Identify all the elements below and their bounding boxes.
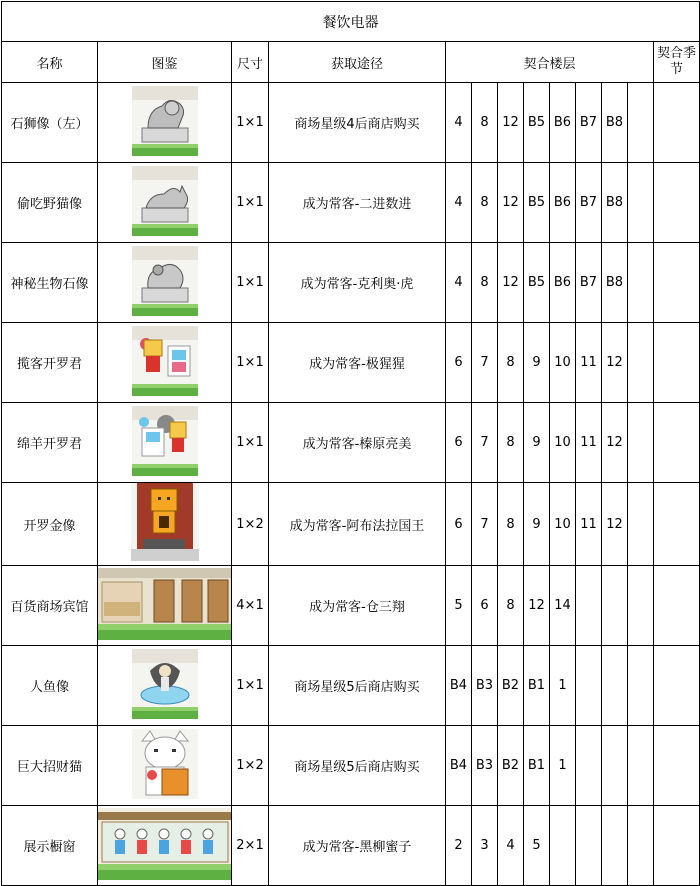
season-cell <box>654 243 700 323</box>
floor-cell: B4 <box>446 726 472 806</box>
mermaid-statue-icon <box>98 649 231 723</box>
item-image <box>98 483 232 566</box>
item-image <box>98 83 232 163</box>
floor-cell: 12 <box>498 243 524 323</box>
floor-cell: 8 <box>472 163 498 243</box>
display-window-icon <box>98 808 231 884</box>
floor-cell: B1 <box>524 726 550 806</box>
item-source: 成为常客-克利奥·虎 <box>269 243 446 323</box>
floor-cell <box>576 806 602 886</box>
item-image <box>98 806 232 886</box>
floor-cell: 8 <box>498 483 524 566</box>
floor-cell <box>576 646 602 726</box>
mystery-creature-statue-icon <box>98 246 231 320</box>
item-image <box>98 726 232 806</box>
floor-cell <box>628 323 654 403</box>
floor-cell: 7 <box>472 403 498 483</box>
header-size: 尺寸 <box>232 42 269 83</box>
floor-cell: 14 <box>550 566 576 646</box>
item-name: 揽客开罗君 <box>2 323 98 403</box>
floor-cell <box>602 806 628 886</box>
item-name: 百货商场宾馆 <box>2 566 98 646</box>
floor-cell: B8 <box>602 163 628 243</box>
item-source: 成为常客-二进数进 <box>269 163 446 243</box>
season-cell <box>654 646 700 726</box>
floor-cell: B3 <box>472 726 498 806</box>
item-size: 1×1 <box>232 163 269 243</box>
table-row <box>2 806 700 886</box>
floor-cell: 11 <box>576 483 602 566</box>
table-row <box>2 163 700 243</box>
floor-cell: 6 <box>446 323 472 403</box>
item-image <box>98 163 232 243</box>
floor-cell: 12 <box>602 403 628 483</box>
kairo-gold-statue-icon <box>98 483 231 565</box>
floor-cell: 4 <box>446 243 472 323</box>
season-cell <box>654 323 700 403</box>
floor-cell: 10 <box>550 403 576 483</box>
floor-cell: B8 <box>602 83 628 163</box>
floor-cell <box>628 646 654 726</box>
header-image: 图鉴 <box>98 42 232 83</box>
floor-cell <box>628 726 654 806</box>
table-row <box>2 566 700 646</box>
item-image <box>98 323 232 403</box>
item-size: 4×1 <box>232 566 269 646</box>
floor-cell: 8 <box>498 403 524 483</box>
item-name: 人鱼像 <box>2 646 98 726</box>
floor-cell <box>628 403 654 483</box>
item-source: 商场星级4后商店购买 <box>269 83 446 163</box>
item-name: 开罗金像 <box>2 483 98 566</box>
item-image <box>98 566 232 646</box>
department-store-hotel-icon <box>98 568 231 644</box>
item-image <box>98 646 232 726</box>
item-source: 成为常客-黑柳蜜子 <box>269 806 446 886</box>
item-source: 成为常客-极猩猩 <box>269 323 446 403</box>
floor-cell: 4 <box>446 163 472 243</box>
table-row <box>2 83 700 163</box>
floor-cell: B2 <box>498 726 524 806</box>
item-name: 绵羊开罗君 <box>2 403 98 483</box>
floor-cell: 7 <box>472 483 498 566</box>
season-cell <box>654 163 700 243</box>
item-name: 石狮像（左） <box>2 83 98 163</box>
item-size: 1×1 <box>232 646 269 726</box>
floor-cell: B8 <box>602 243 628 323</box>
table-row <box>2 323 700 403</box>
floor-cell: B5 <box>524 163 550 243</box>
item-name: 展示橱窗 <box>2 806 98 886</box>
floor-cell <box>628 243 654 323</box>
floor-cell: 6 <box>472 566 498 646</box>
floor-cell: B1 <box>524 646 550 726</box>
floor-cell <box>576 726 602 806</box>
floor-cell: 10 <box>550 483 576 566</box>
item-size: 1×1 <box>232 403 269 483</box>
item-name: 巨大招财猫 <box>2 726 98 806</box>
floor-cell: 4 <box>446 83 472 163</box>
header-source: 获取途径 <box>269 42 446 83</box>
floor-cell <box>628 566 654 646</box>
floor-cell: 1 <box>550 726 576 806</box>
season-cell <box>654 806 700 886</box>
floor-cell: 5 <box>446 566 472 646</box>
floor-cell: 9 <box>524 323 550 403</box>
floor-cell: B7 <box>576 243 602 323</box>
floor-cell: 8 <box>498 323 524 403</box>
item-image <box>98 243 232 323</box>
floor-cell <box>628 83 654 163</box>
floor-cell: B4 <box>446 646 472 726</box>
season-cell <box>654 483 700 566</box>
item-name: 偷吃野猫像 <box>2 163 98 243</box>
stray-cat-statue-icon <box>98 166 231 240</box>
season-cell <box>654 83 700 163</box>
floor-cell <box>628 806 654 886</box>
season-cell <box>654 403 700 483</box>
floor-cell <box>602 726 628 806</box>
floor-cell: 12 <box>602 483 628 566</box>
floor-cell: B5 <box>524 83 550 163</box>
floor-cell <box>550 806 576 886</box>
floor-cell: 4 <box>498 806 524 886</box>
kairo-greeter-icon <box>98 326 231 400</box>
item-source: 商场星级5后商店购买 <box>269 646 446 726</box>
item-size: 1×1 <box>232 243 269 323</box>
floor-cell: 9 <box>524 403 550 483</box>
floor-cell <box>602 646 628 726</box>
table-row <box>2 403 700 483</box>
header-name: 名称 <box>2 42 98 83</box>
item-size: 2×1 <box>232 806 269 886</box>
season-cell <box>654 726 700 806</box>
table-row <box>2 646 700 726</box>
kairo-sheep-icon <box>98 406 231 480</box>
floor-cell: 10 <box>550 323 576 403</box>
floor-cell: B3 <box>472 646 498 726</box>
floor-cell: 7 <box>472 323 498 403</box>
table-row <box>2 483 700 566</box>
floor-cell: 12 <box>498 163 524 243</box>
item-image <box>98 403 232 483</box>
floor-cell: 9 <box>524 483 550 566</box>
floor-cell: B6 <box>550 83 576 163</box>
furniture-table <box>1 1 700 886</box>
floor-cell: 11 <box>576 323 602 403</box>
floor-cell <box>628 483 654 566</box>
floor-cell: 12 <box>524 566 550 646</box>
item-size: 1×1 <box>232 323 269 403</box>
floor-cell: 6 <box>446 403 472 483</box>
floor-cell: 8 <box>472 83 498 163</box>
item-source: 成为常客-阿布法拉国王 <box>269 483 446 566</box>
floor-cell <box>602 566 628 646</box>
floor-cell: 6 <box>446 483 472 566</box>
floor-cell: B2 <box>498 646 524 726</box>
item-size: 1×2 <box>232 726 269 806</box>
header-season: 契合季节 <box>654 42 700 83</box>
floor-cell: B7 <box>576 83 602 163</box>
floor-cell: 3 <box>472 806 498 886</box>
table-row <box>2 243 700 323</box>
floor-cell <box>628 163 654 243</box>
floor-cell: 8 <box>498 566 524 646</box>
floor-cell: 12 <box>602 323 628 403</box>
floor-cell: 12 <box>498 83 524 163</box>
item-source: 成为常客-仓三翔 <box>269 566 446 646</box>
floor-cell <box>576 566 602 646</box>
floor-cell: 5 <box>524 806 550 886</box>
item-name: 神秘生物石像 <box>2 243 98 323</box>
stone-lion-statue-icon <box>98 86 231 160</box>
floor-cell: B5 <box>524 243 550 323</box>
item-size: 1×2 <box>232 483 269 566</box>
floor-cell: B7 <box>576 163 602 243</box>
item-source: 成为常客-榛原亮美 <box>269 403 446 483</box>
table-title: 餐饮电器 <box>2 2 700 42</box>
item-size: 1×1 <box>232 83 269 163</box>
table-row <box>2 726 700 806</box>
item-source: 商场星级5后商店购买 <box>269 726 446 806</box>
season-cell <box>654 566 700 646</box>
floor-cell: 2 <box>446 806 472 886</box>
header-floors: 契合楼层 <box>446 42 654 83</box>
floor-cell: 11 <box>576 403 602 483</box>
floor-cell: 1 <box>550 646 576 726</box>
lucky-cat-icon <box>98 729 231 803</box>
floor-cell: 8 <box>472 243 498 323</box>
floor-cell: B6 <box>550 243 576 323</box>
floor-cell: B6 <box>550 163 576 243</box>
